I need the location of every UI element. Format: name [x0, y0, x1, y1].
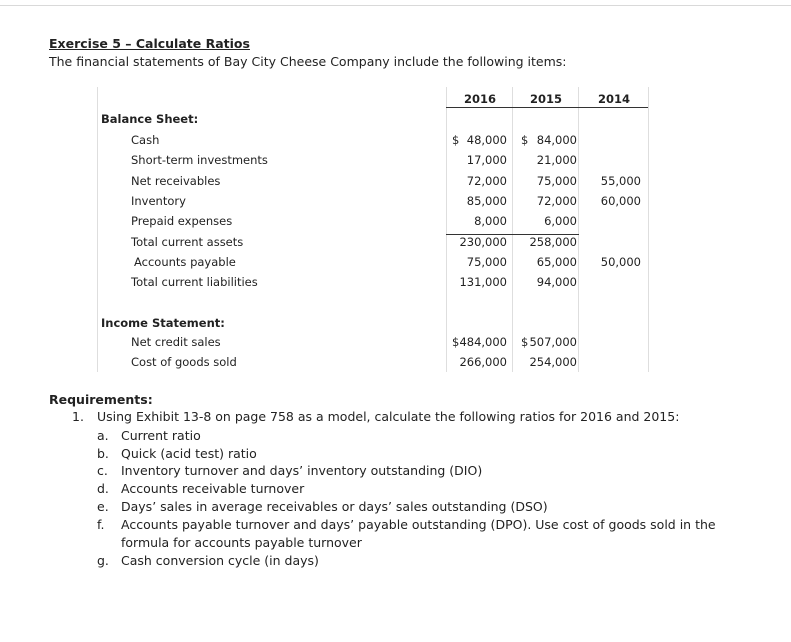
subitem-c [97, 463, 482, 478]
grid-line [648, 87, 649, 372]
subitem-text: Inventory turnover and days’ inventory outstanding (DIO) [121, 463, 483, 478]
cell-2016: 8,000 [474, 214, 507, 228]
cell-2016: 72,000 [466, 174, 507, 188]
row-label: Inventory [131, 194, 186, 208]
income-statement-heading: Income Statement: [101, 316, 225, 330]
grid-line [446, 87, 447, 372]
subitem-marker: b. [97, 446, 109, 461]
row-label: Net credit sales [131, 335, 221, 349]
row-label: Total current assets [131, 235, 244, 249]
cell-2015: 94,000 [536, 275, 577, 289]
cell-2016: 85,000 [466, 194, 507, 208]
subitem-text: Cash conversion cycle (in days) [121, 553, 319, 568]
cell-2016: 48,000 [466, 133, 507, 147]
subitem-marker: e. [97, 499, 109, 514]
row-label: Short-term investments [131, 153, 268, 167]
cell-2016: 484,000 [459, 335, 507, 349]
item-number: 1. [72, 409, 84, 424]
cell-2014: 50,000 [600, 255, 641, 269]
row-label: Accounts payable [134, 255, 236, 269]
balance-sheet-heading: Balance Sheet: [101, 112, 199, 126]
currency-symbol: $ [452, 133, 460, 147]
cell-2015: 254,000 [529, 355, 577, 369]
grid-line [97, 87, 98, 372]
header-underline [446, 107, 648, 108]
subitem-marker: d. [97, 481, 109, 496]
cell-2015: 72,000 [536, 194, 577, 208]
cell-2016: 131,000 [459, 275, 507, 289]
cell-2016: 230,000 [459, 235, 507, 249]
subitem-text: Current ratio [121, 428, 201, 443]
subitem-text: Quick (acid test) ratio [121, 446, 257, 461]
cell-2015: 258,000 [529, 235, 577, 249]
subitem-g [97, 553, 319, 568]
row-label: Cash [131, 133, 160, 147]
row-label: Prepaid expenses [131, 214, 233, 228]
subitem-d [97, 481, 304, 496]
subitem-f-continuation: formula for accounts payable turnover [121, 535, 362, 550]
row-label: Net receivables [131, 174, 221, 188]
year-header-2016: 2016 [463, 92, 496, 106]
currency-symbol: $ [521, 335, 529, 349]
cell-2015: 65,000 [536, 255, 577, 269]
subitem-text: Days’ sales in average receivables or days’ sales outstanding (DSO) [121, 499, 548, 514]
cell-2016: 266,000 [459, 355, 507, 369]
cell-2015: 75,000 [536, 174, 577, 188]
year-header-2015: 2015 [529, 92, 562, 106]
cell-2015: 507,000 [529, 335, 577, 349]
cell-2015: 84,000 [536, 133, 577, 147]
cell-2015: 21,000 [536, 153, 577, 167]
grid-line [578, 87, 579, 372]
subitem-text: Accounts receivable turnover [121, 481, 305, 496]
subitem-a [97, 428, 201, 443]
cell-2014: 55,000 [600, 174, 641, 188]
subitem-marker: c. [97, 463, 108, 478]
grid-line [512, 87, 513, 372]
subitem-text: Accounts payable turnover and days’ payable outstanding (DPO). Use cost of goods sold in the [121, 517, 716, 532]
year-header-2014: 2014 [597, 92, 630, 106]
subitem-marker: g. [97, 553, 109, 568]
cell-2014: 60,000 [600, 194, 641, 208]
exercise-title: Exercise 5 – Calculate Ratios [49, 36, 250, 51]
requirements-heading: Requirements: [49, 392, 153, 407]
currency-symbol: $ [521, 133, 529, 147]
top-divider [0, 5, 791, 6]
cell-2016: 75,000 [466, 255, 507, 269]
row-label: Cost of goods sold [131, 355, 237, 369]
currency-symbol: $ [452, 335, 460, 349]
requirement-item [72, 409, 679, 424]
subitem-marker: a. [97, 428, 109, 443]
item-text: Using Exhibit 13-8 on page 758 as a model, calculate the following ratios for 2016 and 2015: [97, 409, 680, 424]
subitem-f [97, 517, 716, 532]
intro-text: The financial statements of Bay City Cheese Company include the following items: [49, 54, 567, 69]
subitem-b [97, 446, 257, 461]
cell-2016: 17,000 [466, 153, 507, 167]
cell-2015: 6,000 [544, 214, 577, 228]
subitem-marker: f. [97, 517, 105, 532]
subitem-e [97, 499, 548, 514]
row-label: Total current liabilities [131, 275, 258, 289]
